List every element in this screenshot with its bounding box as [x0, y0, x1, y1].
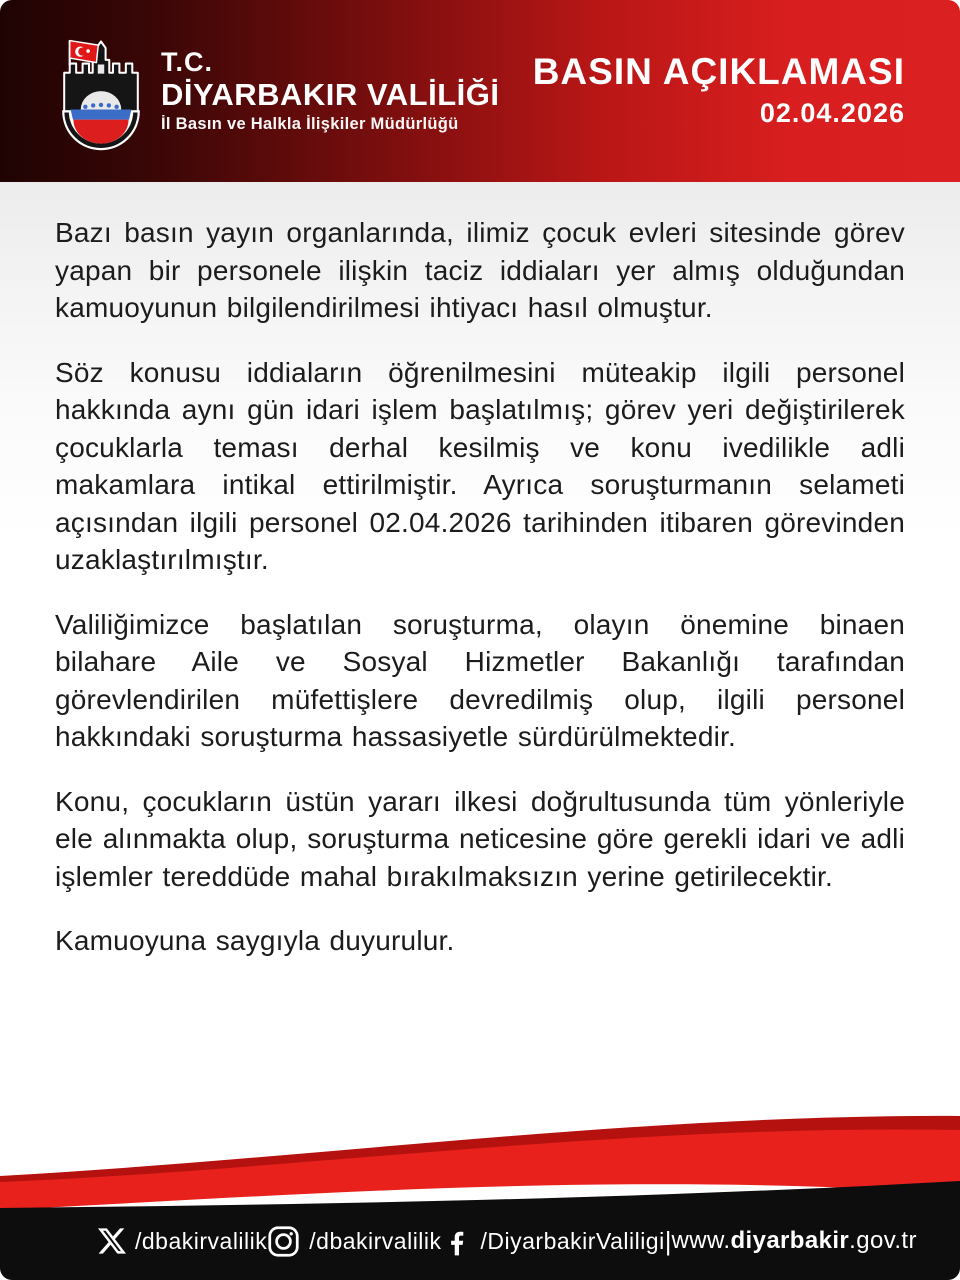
paragraph-5: Kamuoyuna saygıyla duyurulur.	[55, 925, 455, 956]
brand-org-name: DİYARBAKIR VALİLİĞİ	[161, 77, 500, 113]
instagram-handle: /dbakirvalilik	[309, 1227, 442, 1254]
paragraph-1: Bazı basın yayın organlarında, ilimiz çocuk evleri sitesinde görev yapan bir personele ilişkin taciz iddiaları yer almış olduğundan kamuoyunun bilgilendirilmesi ihtiyacı hasıl olmuştur.	[55, 217, 905, 323]
facebook-link[interactable]	[442, 1226, 665, 1256]
page-title: BASIN AÇIKLAMASI	[532, 51, 905, 93]
paragraph-4: Konu, çocukların üstün yararı ilkesi doğrultusunda tüm yönleriyle ele alınmakta olup, soruşturma neticesine göre gerekli idari ve adli işlemler tereddüde mahal bırakılmaksızın yerine getirilecektir.	[55, 785, 905, 892]
diyarbakir-valiligi-logo	[55, 33, 147, 153]
brand-tc: T.C.	[161, 47, 214, 78]
brand-text	[161, 49, 499, 133]
twitter-handle: /dbakirvalilik	[135, 1227, 268, 1254]
website-suffix: .gov.tr	[849, 1227, 917, 1254]
website-prefix: www.	[671, 1227, 731, 1254]
social-row	[98, 1218, 917, 1264]
paragraph-2: Söz konusu iddiaların öğrenilmesini müteakip ilgili personel hakkında aynı gün idari işlem başlatılmış; görev yeri değiştirilerek çocuklarla teması derhal kesilmiş ve konu ivedilikle adli makamlara intikal ettirilmiştir. Ayrıca soruşturmanın selameti açısından ilgili personel 02.04.2026 tarihinden itibaren görevinden uzaklaştırılmıştır.	[55, 356, 905, 575]
header	[0, 0, 960, 182]
facebook-icon	[442, 1226, 472, 1256]
blue-band	[71, 110, 132, 120]
instagram-link[interactable]	[267, 1225, 441, 1258]
instagram-icon	[267, 1225, 300, 1258]
turkish-flag-icon	[70, 41, 99, 63]
brand	[55, 29, 499, 153]
facebook-handle: /DiyarbakirValiligi	[480, 1227, 665, 1254]
website-name: diyarbakir	[730, 1227, 850, 1254]
twitter-link[interactable]	[98, 1227, 267, 1255]
footer-separator: |	[664, 1225, 672, 1256]
header-right	[533, 53, 905, 129]
press-release-body	[0, 182, 960, 1112]
footer	[0, 1110, 960, 1280]
x-twitter-icon	[98, 1227, 126, 1255]
brand-subtitle: İl Basın ve Halkla İlişkiler Müdürlüğü	[161, 115, 459, 134]
website-link[interactable]	[671, 1227, 916, 1255]
release-date: 02.04.2026	[759, 97, 905, 128]
paragraph-3: Valiliğimizce başlatılan soruşturma, olayın önemine binaen bilahare Aile ve Sosyal Hizmetler Bakanlığı tarafından görevlendirilen müfettişlere devredilmiş olup, ilgili personel hakkındaki soruşturma hassasiyetle sürdürülmektedir.	[55, 608, 905, 752]
